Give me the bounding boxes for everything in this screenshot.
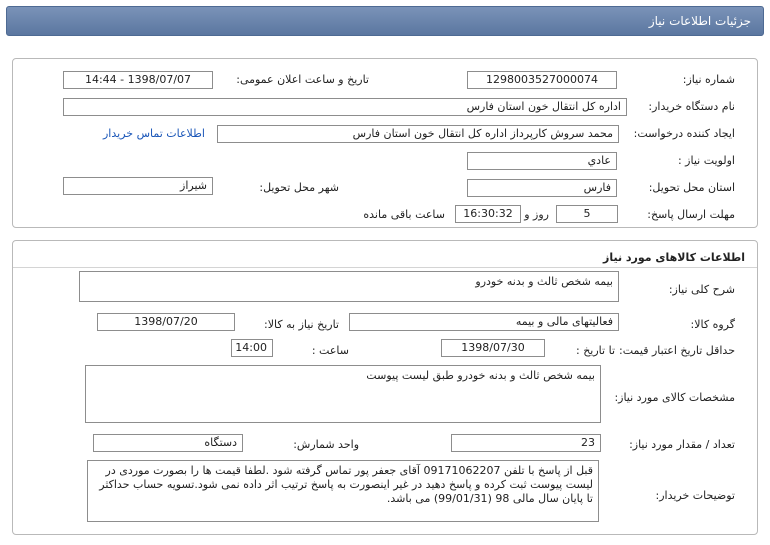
buyer-org-label: نام دستگاه خریدار: xyxy=(648,100,735,113)
buyer-contact-link[interactable]: اطلاعات تماس خریدار xyxy=(103,127,205,140)
page-header xyxy=(6,6,764,36)
creator-field: محمد سروش کارپرداز اداره کل انتقال خون استان فارس xyxy=(217,125,619,143)
validity-hour-label: ساعت : xyxy=(311,344,349,357)
quantity-field: 23 xyxy=(451,434,601,452)
days-and-label: روز و xyxy=(524,208,549,221)
need-date-field: 1398/07/20 xyxy=(97,313,235,331)
group-label: گروه کالا: xyxy=(690,318,735,331)
validity-date-field: 1398/07/30 xyxy=(441,339,545,357)
quantity-label: تعداد / مقدار مورد نیاز: xyxy=(629,438,735,451)
deadline-days-field: 5 xyxy=(556,205,618,223)
spec-field: بیمه شخص ثالث و بدنه خودرو طبق لیست پیوست xyxy=(85,365,601,423)
city-field: شیراز xyxy=(63,177,213,195)
province-field: فارس xyxy=(467,179,617,197)
province-label: استان محل تحویل: xyxy=(648,181,735,194)
priority-field: عادي xyxy=(467,152,617,170)
creator-label: ایجاد کننده درخواست: xyxy=(633,127,735,140)
goods-section-title: اطلاعات کالاهای مورد نیاز xyxy=(603,251,745,264)
need-date-label: تاریخ نیاز به کالا: xyxy=(264,318,339,331)
goods-panel xyxy=(12,240,758,535)
summary-field: بیمه شخص ثالث و بدنه خودرو xyxy=(79,271,619,302)
group-field: فعالیتهای مالی و بیمه xyxy=(349,313,619,331)
announce-date-field: 1398/07/07 - 14:44 xyxy=(63,71,213,89)
unit-field: دستگاه xyxy=(93,434,243,452)
priority-label: اولویت نیاز : xyxy=(677,154,735,167)
deadline-label: مهلت ارسال پاسخ: xyxy=(647,208,735,221)
until-date-label: تا تاریخ : xyxy=(576,344,615,357)
city-label: شهر محل تحویل: xyxy=(259,181,339,194)
page-title: جزئیات اطلاعات نیاز xyxy=(648,14,751,28)
buyer-notes-label: توضیحات خریدار: xyxy=(655,489,735,502)
price-validity-label: حداقل تاریخ اعتبار قیمت: xyxy=(619,344,735,357)
buyer-org-field: اداره کل انتقال خون استان فارس xyxy=(63,98,627,116)
unit-label: واحد شمارش: xyxy=(293,438,359,451)
need-info-panel xyxy=(12,58,758,228)
summary-label: شرح کلی نیاز: xyxy=(668,283,735,296)
announce-date-label: تاریخ و ساعت اعلان عمومی: xyxy=(236,73,369,86)
deadline-time-field: 16:30:32 xyxy=(455,205,521,223)
need-number-field: 1298003527000074 xyxy=(467,71,617,89)
remaining-label: ساعت باقی مانده xyxy=(363,208,445,221)
section-divider xyxy=(13,267,757,268)
need-number-label: شماره نیاز: xyxy=(682,73,735,86)
validity-time-field: 14:00 xyxy=(231,339,273,357)
spec-label: مشخصات کالای مورد نیاز: xyxy=(614,391,735,404)
buyer-notes-field: قبل از پاسخ با تلفن 09171062207 آقای جعفر پور تماس گرفته شود .لطفا قیمت ها را بصورت موردی در لیست پیوست ثبت کرده و پاسخ دهید در غیر اینصورت به پاسخ ترتیب اثر داده نمی شود.تسویه حساب حداکثر تا پایان سال مالی 98 (99/01/31) می باشد. xyxy=(87,460,599,522)
